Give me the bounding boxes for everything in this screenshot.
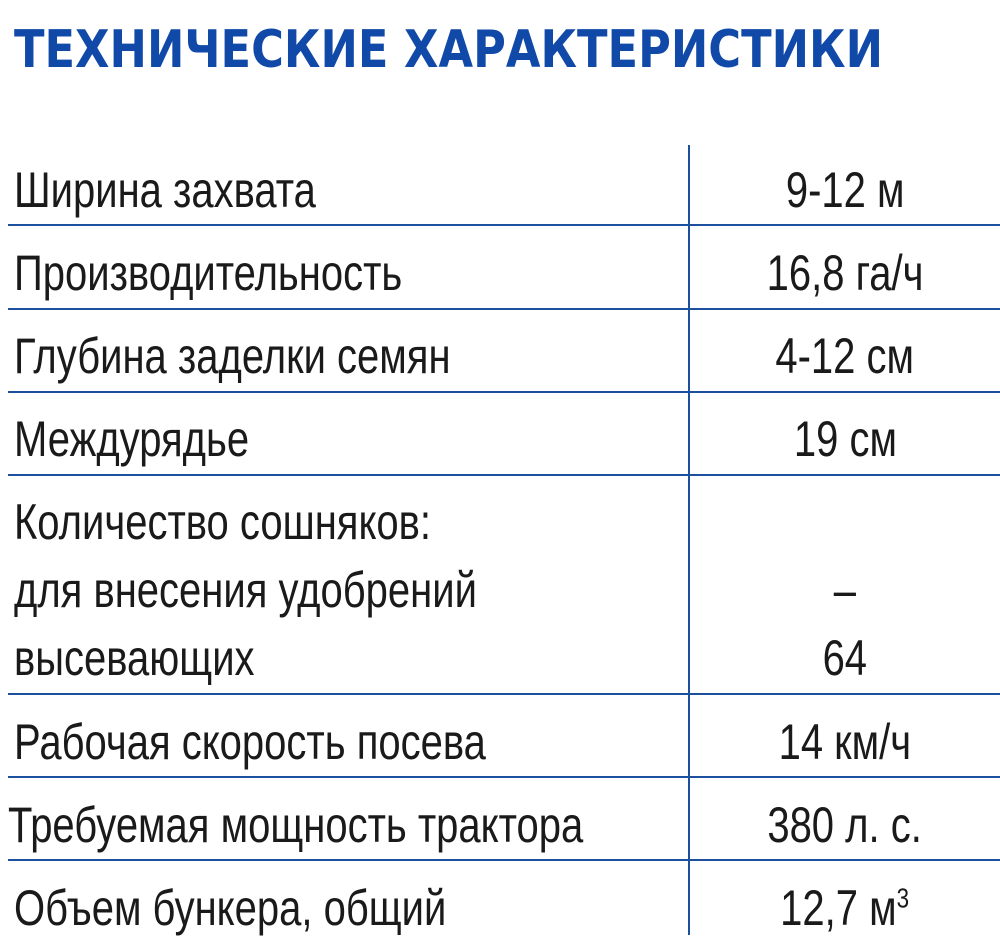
spec-value-seeding: 64 [822,630,868,686]
spec-value: 380 л. с. [767,797,923,853]
row-separator [8,859,1000,861]
row-separator [8,776,1000,778]
row-separator [8,308,1000,310]
specs-table [0,145,1000,935]
spec-sublabel-fertilizer: для внесения удобрений [14,562,477,618]
spec-value-fertilizer: – [833,562,857,618]
spec-label: Количество сошняков: [14,494,432,550]
spec-value: 9-12 м [785,162,905,218]
spec-label: Ширина захвата [14,162,316,218]
spec-label: Рабочая скорость посева [14,714,486,770]
spec-label: Глубина заделки семян [14,328,451,384]
row-separator [8,693,1000,695]
spec-label: Междурядье [14,411,250,467]
page-title: ТЕХНИЧЕСКИЕ ХАРАКТЕРИСТИКИ [14,20,884,80]
row-separator [8,224,1000,226]
spec-label: Объем бункера, общий [14,880,447,936]
spec-value: 19 см [793,411,897,467]
spec-value [780,880,910,936]
spec-value-superscript: 3 [896,882,910,914]
row-separator [8,474,1000,476]
spec-sublabel-seeding: высевающих [14,630,255,686]
row-separator [8,391,1000,393]
spec-value: 16,8 га/ч [766,245,924,301]
spec-label: Требуемая мощность трактора [8,797,584,853]
spec-label: Производительность [14,245,403,301]
spec-value-main: 12,7 м [780,880,897,936]
spec-value: 4-12 см [775,328,915,384]
spec-value: 14 км/ч [778,714,912,770]
